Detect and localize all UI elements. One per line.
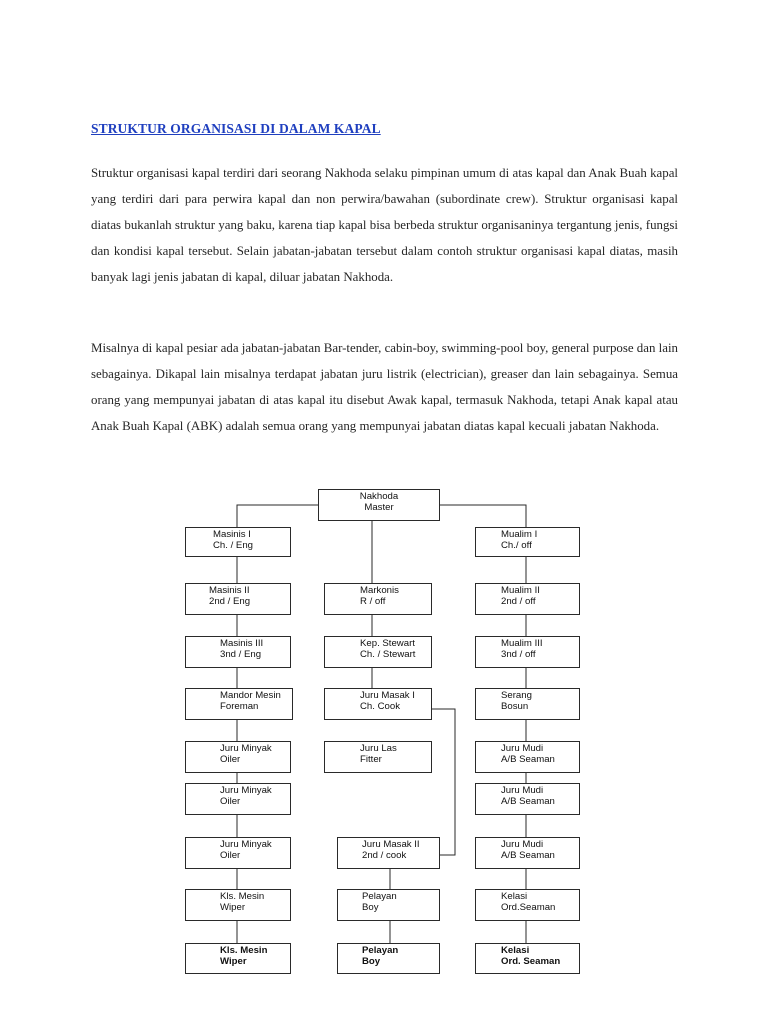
org-box-right-8 <box>475 889 580 921</box>
org-box-left-8 <box>185 889 291 921</box>
org-box-line2: Oiler <box>220 795 241 807</box>
org-box-line1: Serang <box>501 690 532 701</box>
org-box-right-9 <box>475 943 580 974</box>
org-box-middle-6 <box>337 889 440 921</box>
org-box-line2: R / off <box>360 595 386 607</box>
connector-top-right <box>440 505 526 527</box>
org-box-line2: 2nd / cook <box>362 849 407 861</box>
org-box-line2: 3nd / off <box>501 648 536 660</box>
org-box-line1: Pelayan <box>362 945 399 956</box>
org-box-line1: Kelasi <box>501 891 528 902</box>
org-box-line1: Juru Masak II <box>362 839 420 850</box>
org-box-line2: A/B Seaman <box>501 849 555 861</box>
connector-middle-cook <box>432 709 455 855</box>
org-box-line2: Boy <box>362 955 381 967</box>
org-box-line1: Juru Masak I <box>360 690 415 701</box>
org-box-line1: Masinis I <box>213 529 251 540</box>
org-box-left-9 <box>185 943 291 974</box>
org-box-middle-7 <box>337 943 440 974</box>
org-box-line1: Juru Mudi <box>501 743 544 754</box>
org-box-middle-4 <box>324 741 432 773</box>
org-box-line2: Wiper <box>220 955 247 967</box>
org-box-line1: Juru Las <box>360 743 397 754</box>
org-box-line2: Wiper <box>220 901 246 913</box>
org-box-left-6 <box>185 783 291 815</box>
org-box-line1: Juru Minyak <box>220 743 272 754</box>
org-box-right-7 <box>475 837 580 869</box>
org-box-line2: A/B Seaman <box>501 795 555 807</box>
org-box-left-3 <box>185 636 291 668</box>
org-box-right-4 <box>475 688 580 720</box>
org-box-line2: 2nd / off <box>501 595 536 607</box>
document-title[interactable]: STRUKTUR ORGANISASI DI DALAM KAPAL <box>91 121 381 136</box>
org-box-line2: Ch./ off <box>501 539 532 551</box>
org-box-middle-5 <box>337 837 440 869</box>
org-box-middle-3 <box>324 688 432 720</box>
org-box-nakhoda <box>318 489 440 521</box>
org-box-line2: 3nd / Eng <box>220 648 262 660</box>
org-box-line1: Mualim II <box>501 585 540 596</box>
org-box-line2: Master <box>364 501 394 513</box>
org-box-left-1 <box>185 527 291 557</box>
org-box-right-1 <box>475 527 580 557</box>
org-box-line1: Kelasi <box>501 945 530 956</box>
org-box-line2: Ch. Cook <box>360 700 400 712</box>
org-box-line1: Pelayan <box>362 891 397 902</box>
org-box-line1: Markonis <box>360 585 399 596</box>
org-box-right-3 <box>475 636 580 668</box>
org-box-left-2 <box>185 583 291 615</box>
paragraph-1: Struktur organisasi kapal terdiri dari seorang Nakhoda selaku pimpinan umum di atas kapal dan Anak Buah kapal yang terdiri dari para perwira kapal dan non perwira/bawahan (subordinate crew). Struktur organisasi kapal diatas bukanlah struktur yang baku, karena tiap kapal bisa berbeda struktur organisaninya tergantung jenis, fungsi dan kondisi kapal tersebut. Selain jabatan-jabatan tersebut dalam contoh struktur organisasi kapal diatas, masih banyak lagi jenis jabatan di kapal, diluar jabatan Nakhoda. <box>91 166 678 284</box>
org-box-line2: Ch. / Stewart <box>360 648 416 660</box>
org-box-left-5 <box>185 741 291 773</box>
org-box-line1: Juru Minyak <box>220 785 272 796</box>
org-box-line2: Fitter <box>360 753 382 765</box>
org-box-line2: Ord.Seaman <box>501 901 556 913</box>
org-box-line2: Oiler <box>220 753 241 765</box>
paragraph-2: Misalnya di kapal pesiar ada jabatan-jabatan Bar-tender, cabin-boy, swimming-pool boy, general purpose dan lain sebagainya. Dikapal lain misalnya terdapat jabatan juru listrik (electrician), greaser dan lain sebagainya. Semua orang yang mempunyai jabatan di atas kapal itu disebut Awak kapal, termasuk Nakhoda, tetapi Anak kapal atau Anak Buah Kapal (ABK) adalah semua orang yang mempunyai jabatan diatas kapal kecuali jabatan Nakhoda. <box>91 341 678 433</box>
org-box-line1: Juru Mudi <box>501 785 544 796</box>
org-box-right-5 <box>475 741 580 773</box>
org-box-line1: Mualim III <box>501 638 543 649</box>
org-box-line2: Bosun <box>501 700 529 712</box>
org-box-line1: Kls. Mesin <box>220 891 265 902</box>
org-box-line1: Kls. Mesin <box>220 945 268 956</box>
org-box-line1: Mualim I <box>501 529 538 540</box>
connector-top-left <box>237 505 318 527</box>
org-box-line1: Nakhoda <box>359 491 399 502</box>
org-box-left-7 <box>185 837 291 869</box>
org-box-line2: Foreman <box>220 700 259 712</box>
org-box-middle-2 <box>324 636 432 668</box>
org-box-line2: Ord. Seaman <box>501 955 561 967</box>
org-box-line2: Boy <box>362 901 379 913</box>
org-box-line2: Oiler <box>220 849 241 861</box>
org-box-line1: Juru Minyak <box>220 839 272 850</box>
org-box-line1: Kep. Stewart <box>360 638 415 649</box>
org-box-line2: 2nd / Eng <box>209 595 251 607</box>
org-box-line2: Ch. / Eng <box>213 539 253 551</box>
org-box-line1: Masinis II <box>209 585 250 596</box>
org-box-middle-1 <box>324 583 432 615</box>
org-box-line1: Mandor Mesin <box>220 690 281 701</box>
org-box-line1: Juru Mudi <box>501 839 544 850</box>
org-box-line1: Masinis III <box>220 638 264 649</box>
org-box-line2: A/B Seaman <box>501 753 555 765</box>
org-box-left-4 <box>185 688 293 720</box>
org-box-right-2 <box>475 583 580 615</box>
org-box-right-6 <box>475 783 580 815</box>
